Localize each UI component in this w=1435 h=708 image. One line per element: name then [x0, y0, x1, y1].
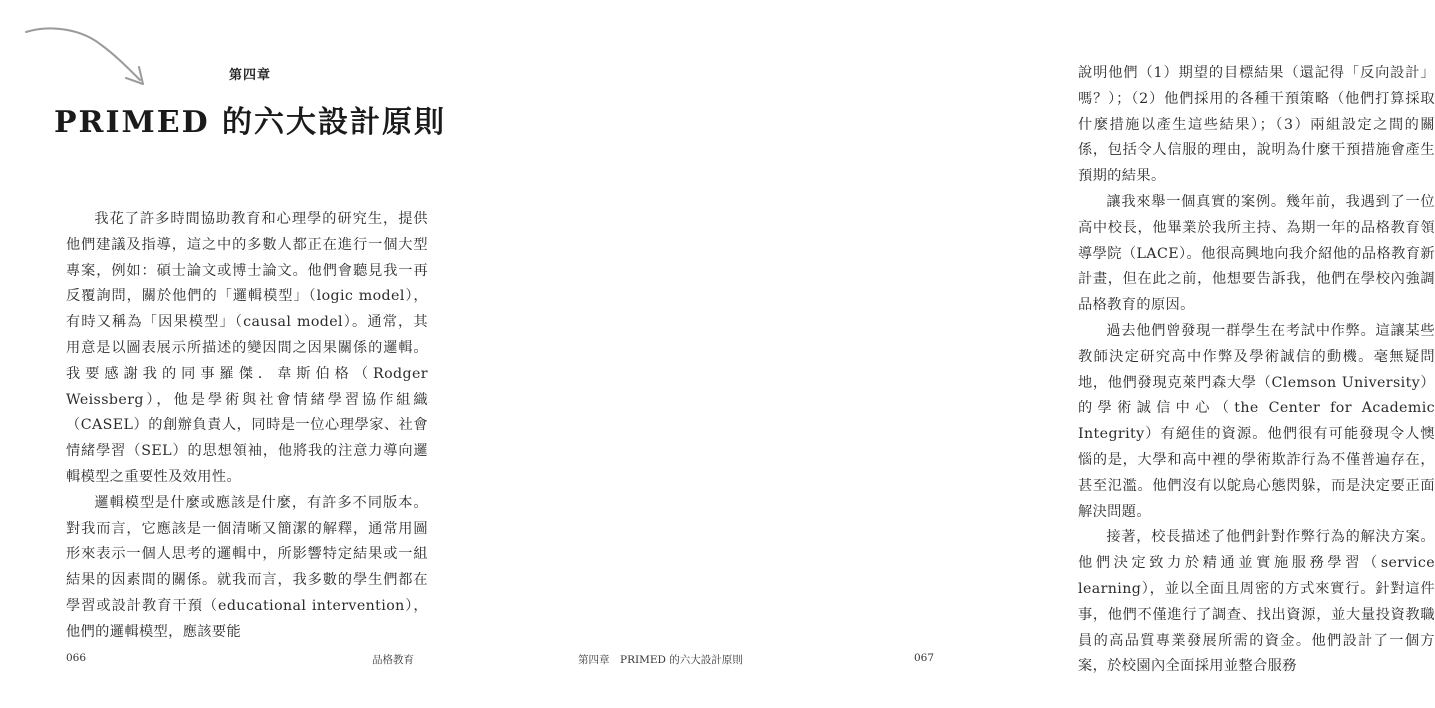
paragraph: 我花了許多時間協助教育和心理學的研究生，提供他們建議及指導，這之中的多數人都正在進行一個大型專案，例如：碩士論文或博士論文。他們會聽見我一再反覆詢問，關於他們的「邏輯模型」（logic model），有時又稱為「因果模型」（causal model）。通常，其用意是以圖表展示所描述的變因間之因果關係的邏輯。我要感謝我的同事羅傑．韋斯伯格（Rodger Weissberg），他是學術與社會情緒學習協作組織（CASEL）的創辦負責人，同時是一位心理學家、社會情緒學習（SEL）的思想領袖，他將我的注意力導向邏輯模型之重要性及效用性。 — [66, 211, 428, 485]
page-number: 067 — [914, 652, 935, 664]
paragraph: 邏輯模型是什麼或應該是什麼，有許多不同版本。對我而言，它應該是一個清晰又簡潔的解釋，通常用圖形來表示一個人思考的邏輯中，所影響特定結果或一組結果的因素間的關係。就我而言，我多數的學生們都在學習或設計教育干預（educational intervention），他們的邏輯模型，應該要能 — [66, 494, 428, 640]
left-body-text — [66, 207, 428, 646]
right-body-text — [1078, 61, 1435, 680]
left-page — [0, 0, 500, 708]
paragraph: 說明他們（1）期望的目標結果（還記得「反向設計」嗎？）；（2）他們採用的各種干預策略（他們打算採取什麼措施以產生這些結果）；（3）兩組設定之間的關係，包括令人信服的理由，說明為什麼干預措施會產生預期的結果。 — [1078, 65, 1435, 185]
right-page — [500, 0, 1435, 708]
paragraph: 過去他們曾發現一群學生在考試中作弊。這讓某些教師決定研究高中作弊及學術誠信的動機。毫無疑問地，他們發現克萊門森大學（Clemson University）的學術誠信中心（the Center for Academic Integrity）有絕佳的資源。他們很有可能發現令人懊惱的是，大學和高中裡的學術欺詐行為不僅普遍存在，甚至氾濫。他們沒有以鴕鳥心態閃躲，而是決定要正面解決問題。 — [1078, 322, 1435, 520]
chapter-title: PRIMED 的六大設計原則 — [53, 105, 447, 140]
paragraph: 接著，校長描述了他們針對作弊行為的解決方案。他們決定致力於精通並實施服務學習（service learning），並以全面且周密的方式來實行。針對這件事，他們不僅進行了調查、找出資源，並大量投資教職員的高品質專業發展所需的資金。他們設計了一個方案，於校園內全面採用並整合服務 — [1078, 529, 1435, 675]
hand-drawn-arrow-icon — [22, 22, 154, 94]
chapter-label: 第四章 — [228, 68, 271, 83]
running-head-footer: 第四章 PRIMED 的六大設計原則 — [578, 654, 743, 666]
book-title-footer: 品格教育 — [372, 654, 414, 666]
page-number: 066 — [66, 652, 87, 664]
paragraph: 讓我來舉一個真實的案例。幾年前，我遇到了一位高中校長，他畢業於我所主持、為期一年的品格教育領導學院（LACE）。他很高興地向我介紹他的品格教育新計畫，但在此之前，他想要告訴我，他們在學校內強調品格教育的原因。 — [1078, 193, 1435, 314]
